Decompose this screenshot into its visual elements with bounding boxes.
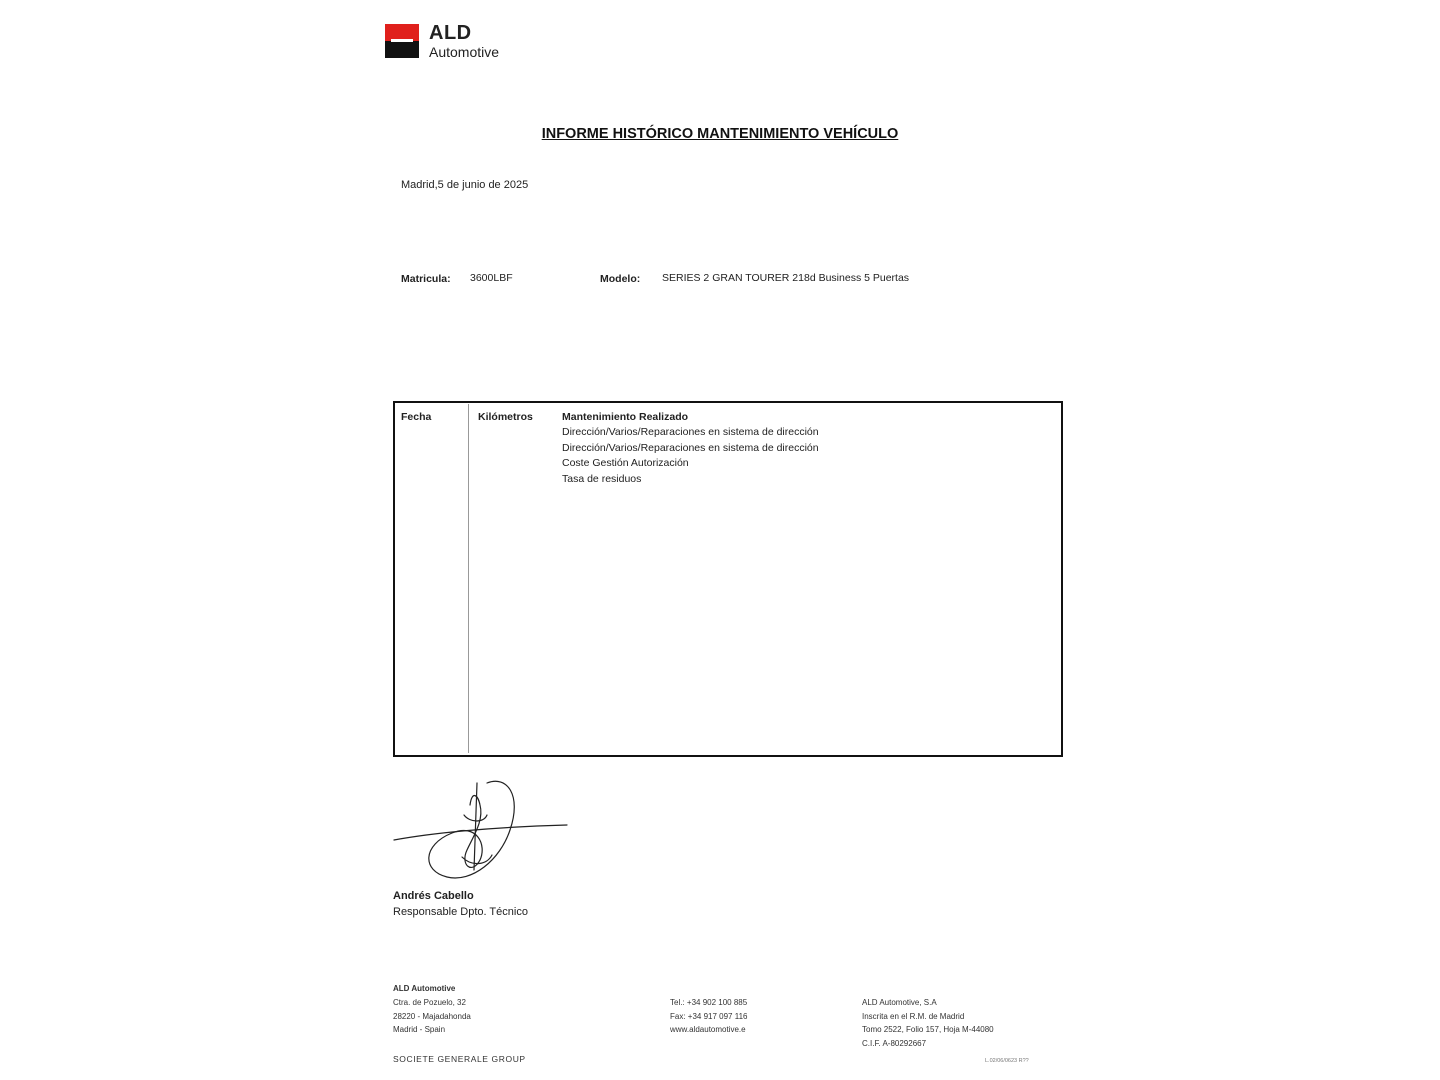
handwritten-signature [392, 775, 572, 885]
footer-legal-line: Inscrita en el R.M. de Madrid [862, 1011, 965, 1021]
model-value: SERIES 2 GRAN TOURER 218d Business 5 Puertas [662, 272, 910, 284]
footer-address-line: 28220 - Majadahonda [393, 1011, 471, 1021]
plate-label: Matricula: [401, 273, 451, 285]
footer-website: www.aldautomotive.e [670, 1025, 746, 1034]
maintenance-item: Dirección/Varios/Reparaciones en sistema de dirección [562, 426, 819, 438]
footer-legal-line: C.I.F. A-80292667 [862, 1038, 927, 1048]
signer-role: Responsable Dpto. Técnico [393, 906, 528, 918]
document-title: INFORME HISTÓRICO MANTENIMIENTO VEHÍCULO [541, 126, 899, 142]
footer-group-name: SOCIETE GENERALE GROUP [393, 1054, 526, 1064]
footer-legal-line: ALD Automotive, S.A [862, 998, 937, 1007]
signer-name: Andrés Cabello [393, 890, 474, 902]
maintenance-item: Dirección/Varios/Reparaciones en sistema de dirección [562, 441, 819, 454]
logo-black-block [385, 41, 419, 58]
footer-contact [670, 996, 747, 1037]
footer-address [393, 996, 471, 1037]
footer-address-line: Madrid - Spain [393, 1025, 446, 1034]
table-header-maintenance: Mantenimiento Realizado [562, 411, 689, 423]
logo-white-bar [391, 39, 413, 42]
footer-address-line: Ctra. de Pozuelo, 32 [393, 998, 466, 1007]
footer-phone: Tel.: +34 902 100 885 [670, 998, 748, 1007]
logo-text-ald: ALD [429, 22, 472, 44]
plate-value: 3600LBF [470, 272, 513, 284]
maintenance-items-list [562, 425, 819, 487]
footer-legal [862, 996, 994, 1050]
footer-reference-code: L.02/06/0623 R?? [985, 1058, 1029, 1064]
document-date: Madrid,5 de junio de 2025 [401, 179, 529, 191]
table-header-km: Kilómetros [478, 411, 533, 423]
footer-company-name: ALD Automotive [393, 984, 456, 993]
ald-logo-mark [385, 24, 419, 58]
table-header-date: Fecha [401, 411, 432, 423]
model-label: Modelo: [600, 273, 641, 285]
maintenance-item: Coste Gestión Autorización [562, 457, 689, 469]
maintenance-item: Tasa de residuos [562, 472, 642, 485]
logo-text-automotive: Automotive [429, 44, 500, 60]
footer-legal-line: Tomo 2522, Folio 157, Hoja M-44080 [862, 1025, 994, 1034]
footer-fax: Fax: +34 917 097 116 [670, 1011, 748, 1021]
table-column-divider [468, 404, 469, 753]
